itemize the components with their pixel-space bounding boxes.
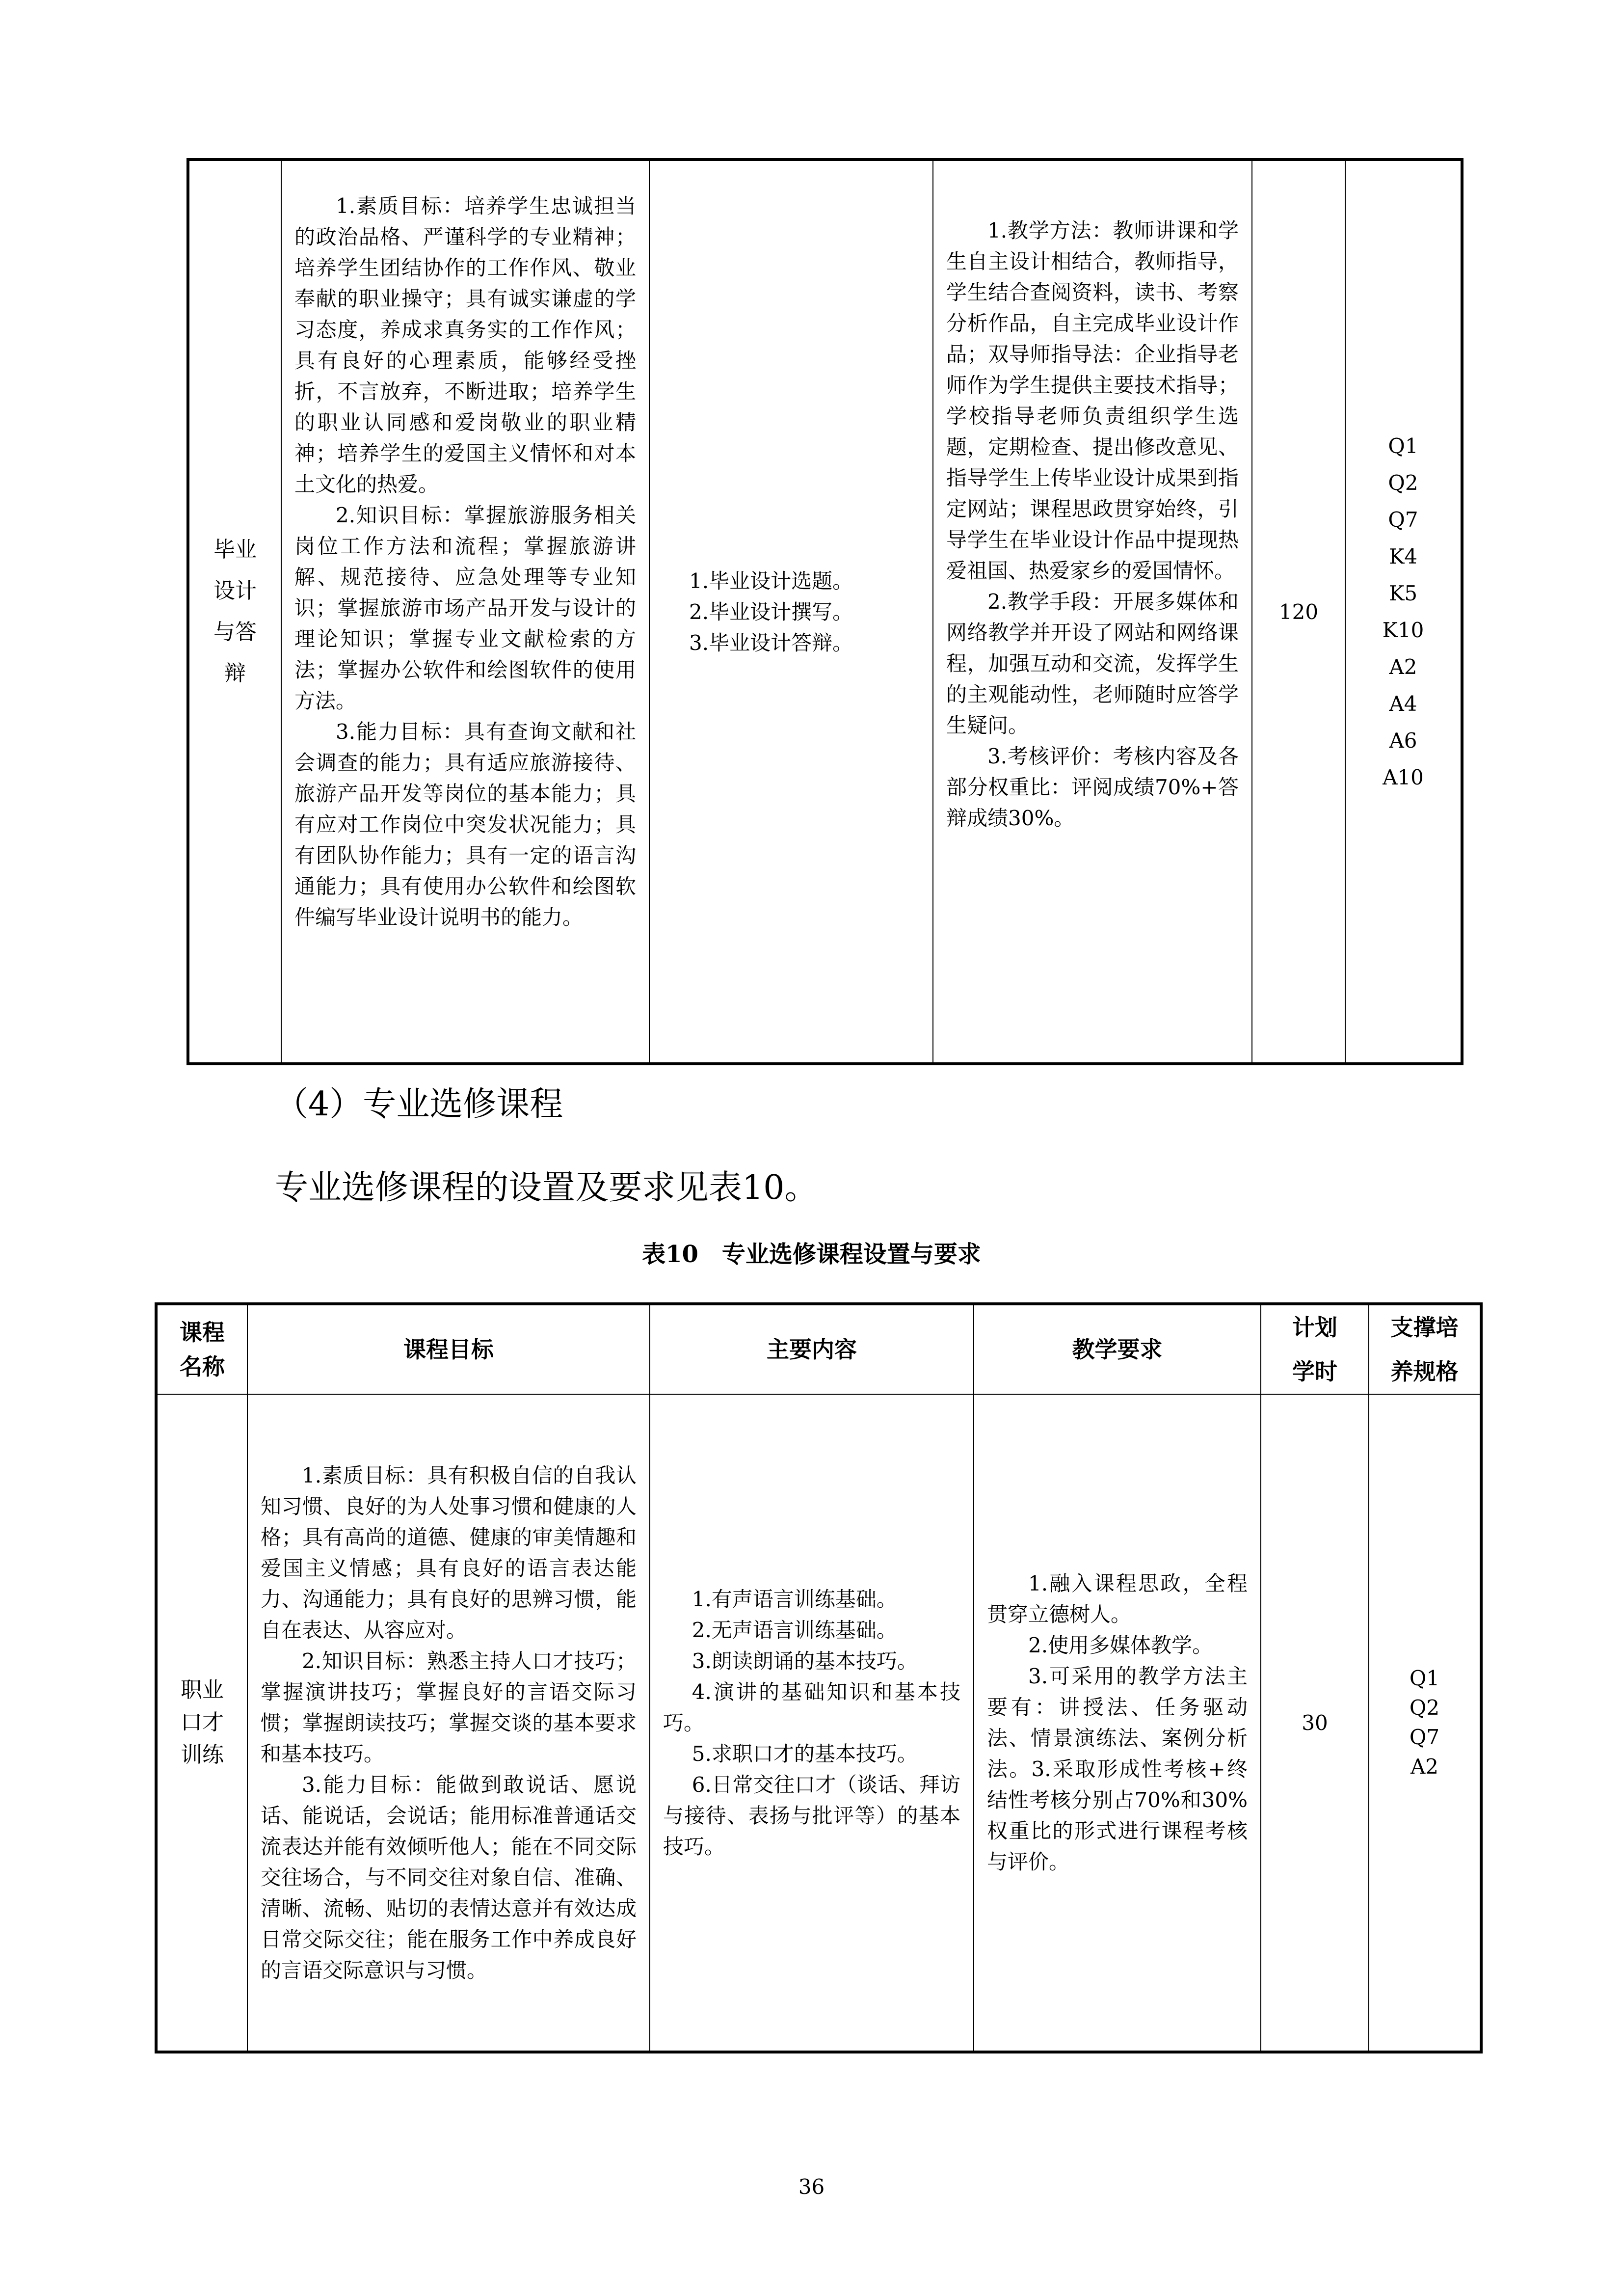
content-item: 3.毕业设计答辩。 xyxy=(689,630,853,655)
header-content: 主要内容 xyxy=(650,1304,974,1394)
content-item: 4.演讲的基础知识和基本技巧。 xyxy=(663,1679,960,1735)
hours-value: 120 xyxy=(1278,599,1319,624)
requirement-item: 3.考核评价：考核内容及各部分权重比：评阅成绩70%+答辩成绩30%。 xyxy=(946,744,1239,830)
support-code: K10 xyxy=(1382,618,1424,642)
support-code: A2 xyxy=(1389,655,1417,679)
header-requirements: 教学要求 xyxy=(974,1304,1261,1394)
objective-item: 2.知识目标：掌握旅游服务相关岗位工作方法和流程；掌握旅游讲解、规范接待、应急处理等专业知识；掌握旅游市场产品开发与设计的理论知识；掌握专业文献检索的方法；掌握办公软件和绘图软件的使用方法。 xyxy=(294,503,636,713)
hours-value: 30 xyxy=(1302,1710,1328,1735)
hours-cell xyxy=(1261,1394,1369,2052)
support-code: K5 xyxy=(1388,581,1418,605)
objective-item: 1.素质目标：具有积极自信的自我认知习惯、良好的为人处事习惯和健康的人格；具有高尚的道德、健康的审美情趣和爱国主义情感；具有良好的语言表达能力、沟通能力；具有良好的思辨习惯，能自在表达、从容应对。 xyxy=(261,1463,637,1642)
objective-item: 2.知识目标：熟悉主持人口才技巧；掌握演讲技巧；掌握良好的言语交际习惯；掌握朗读技巧；掌握交谈的基本要求和基本技巧。 xyxy=(261,1648,637,1766)
support-codes-cell xyxy=(1345,160,1462,1064)
support-code: A10 xyxy=(1383,765,1424,789)
content-cell xyxy=(649,160,933,1064)
header-objectives: 课程目标 xyxy=(247,1304,650,1394)
requirement-item: 3.可采用的教学方法主要有：讲授法、任务驱动法、情景演练法、案例分析法。3.采取形成性考核+终结性考核分别占70%和30%权重比的形式进行课程考核与评价。 xyxy=(987,1664,1248,1874)
support-code: A6 xyxy=(1389,729,1417,753)
course-name xyxy=(189,529,281,694)
table-caption: 表10 专业选修课程设置与要求 xyxy=(642,1241,981,1268)
header-hours: 计划学时 xyxy=(1261,1304,1369,1394)
table-row xyxy=(188,160,1462,1064)
support-code: Q7 xyxy=(1388,508,1418,532)
course-name: 职业口才训练 xyxy=(181,1677,224,1767)
course-name-cell xyxy=(156,1394,247,2052)
requirement-item: 1.教学方法：教师讲课和学生自主设计相结合，教师指导，学生结合查阅资料，读书、考察分析作品，自主完成毕业设计作品；双导师指导法：企业指导老师作为学生提供主要技术指导；学校指导老师负责组织学生选题，定期检查、提出修改意见、指导学生上传毕业设计成果到指定网站；课程思政贯穿始终，引导学生在毕业设计作品中提现热爱祖国、热爱家乡的爱国情怀。 xyxy=(946,218,1239,583)
course-name-cell xyxy=(188,160,281,1064)
support-code: Q2 xyxy=(1409,1696,1440,1720)
support-code: Q1 xyxy=(1388,434,1418,458)
header-course-name: 课程名称 xyxy=(156,1304,247,1394)
content-item: 1.有声语言训练基础。 xyxy=(692,1587,897,1611)
requirement-item: 2.教学手段：开展多媒体和网络教学并开设了网站和网络课程，加强互动和交流，发挥学生的主观能动性，老师随时应答学生疑问。 xyxy=(946,590,1239,737)
requirement-item: 1.融入课程思政，全程贯穿立德树人。 xyxy=(987,1571,1248,1626)
requirements-cell xyxy=(933,160,1252,1064)
support-code: K4 xyxy=(1388,544,1418,568)
content-cell xyxy=(650,1394,974,2052)
objective-item: 3.能力目标：能做到敢说话、愿说话、能说话，会说话；能用标准普通话交流表达并能有效倾听他人；能在不同交际交往场合，与不同交往对象自信、准确、清晰、流畅、贴切的表情达意并有效达成日常交际交往；能在服务工作中养成良好的言语交际意识与习惯。 xyxy=(261,1772,637,1982)
objective-item: 3.能力目标：具有查询文献和社会调查的能力；具有适应旅游接待、旅游产品开发等岗位的基本能力；具有应对工作岗位中突发状况能力；具有团队协作能力；具有一定的语言沟通能力；具有使用办公软件和绘图软件编写毕业设计说明书的能力。 xyxy=(294,720,636,929)
page-number: 36 xyxy=(798,2175,825,2199)
course-table-continued xyxy=(186,158,1463,1065)
support-code: Q7 xyxy=(1409,1725,1440,1749)
section-paragraph: 专业选修课程的设置及要求见表10。 xyxy=(275,1168,818,1207)
content-item: 3.朗读朗诵的基本技巧。 xyxy=(692,1648,918,1673)
header-support: 支撑培养规格 xyxy=(1369,1304,1481,1394)
content-item: 2.毕业设计撰写。 xyxy=(689,599,853,624)
support-code: Q1 xyxy=(1409,1666,1440,1690)
course-name-text: 毕业设计与答辩 xyxy=(213,537,257,686)
content-item: 2.无声语言训练基础。 xyxy=(692,1618,897,1642)
objectives-cell xyxy=(281,160,649,1064)
requirement-item: 2.使用多媒体教学。 xyxy=(1028,1633,1213,1657)
hours-cell xyxy=(1252,160,1345,1064)
support-codes-cell xyxy=(1369,1394,1481,2052)
content-item: 1.毕业设计选题。 xyxy=(689,568,853,593)
table-row xyxy=(156,1394,1481,2052)
table-header-row xyxy=(156,1304,1481,1394)
objective-item: 1.素质目标：培养学生忠诚担当的政治品格、严谨科学的专业精神；培养学生团结协作的工作作风、敬业奉献的职业操守；具有诚实谦虚的学习态度，养成求真务实的工作作风；具有良好的心理素质，能够经受挫折，不言放弃，不断进取；培养学生的职业认同感和爱岗敬业的职业精神；培养学生的爱国主义情怀和对本土文化的热爱。 xyxy=(294,194,636,496)
support-code: A4 xyxy=(1389,692,1417,716)
elective-course-table xyxy=(155,1302,1483,2053)
content-item: 6.日常交往口才（谈话、拜访与接待、表扬与批评等）的基本技巧。 xyxy=(663,1772,960,1859)
support-code: Q2 xyxy=(1388,471,1418,495)
support-code: A2 xyxy=(1410,1755,1439,1779)
requirements-cell xyxy=(974,1394,1261,2052)
objectives-cell xyxy=(247,1394,650,2052)
content-item: 5.求职口才的基本技巧。 xyxy=(692,1741,918,1766)
section-heading: （4）专业选修课程 xyxy=(275,1085,563,1124)
